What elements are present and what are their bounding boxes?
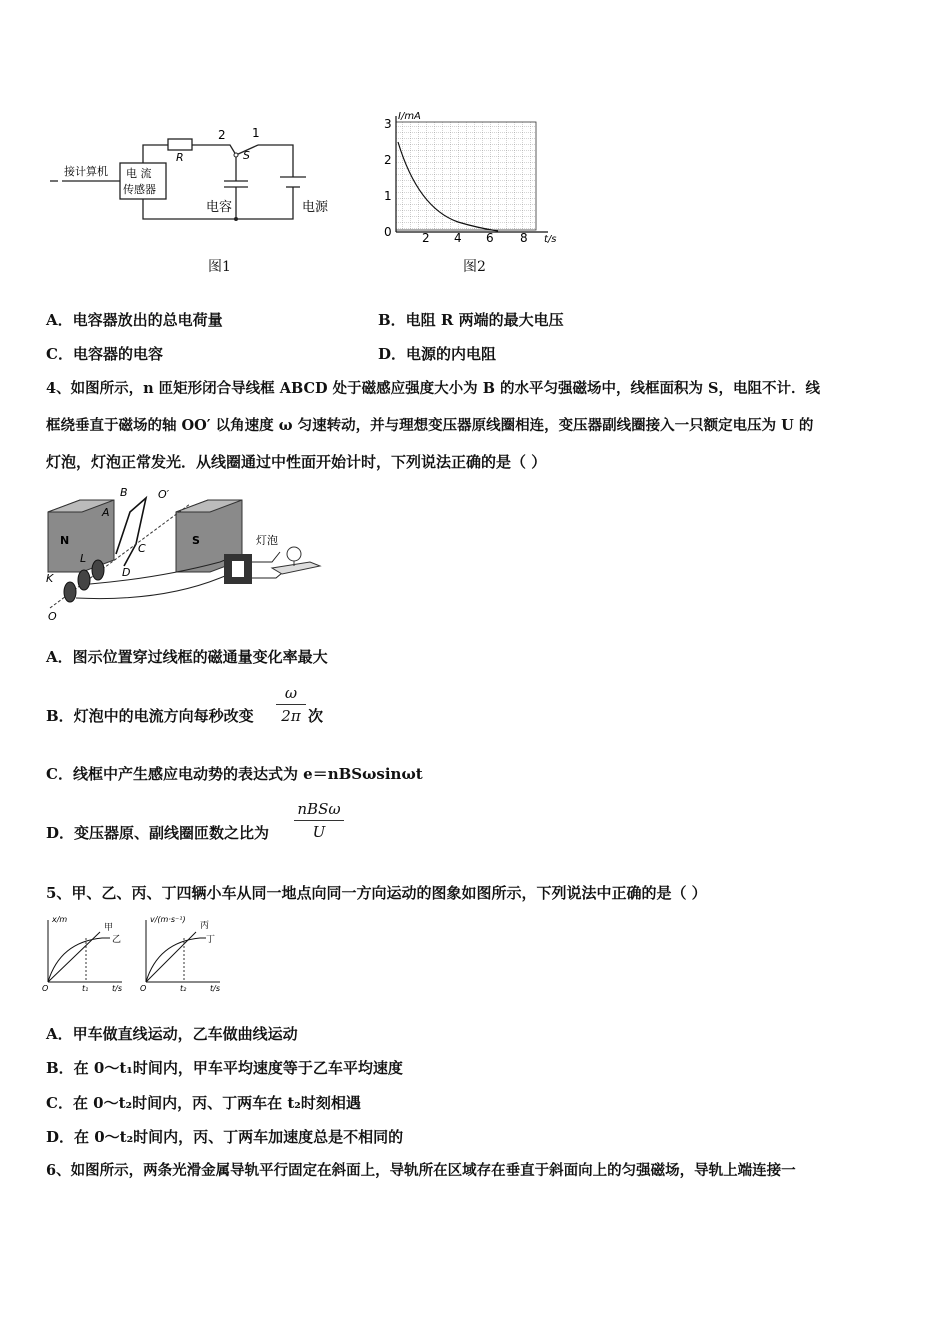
fraction-bar [276,704,306,705]
q4-label-C: C [138,542,146,555]
figure-1-caption: 图1 [208,259,231,275]
q4-option-d[interactable] [46,822,269,844]
fig1-sensor-label-1: 电 流 [126,167,152,180]
fig1-2-label: 2 [218,128,226,142]
q4-label-L: L [80,552,87,565]
fig1-R-label: R [176,151,184,164]
fraction-bar [294,820,344,821]
q4-generator-figure [40,482,340,624]
q5-stem: 5、甲、乙、丙、丁四辆小车从同一地点向同一方向运动的图象如图所示，下列说法中正确的是（ ） [46,884,707,902]
q5-option-b[interactable]: B．在 0～t₁时间内，甲车平均速度等于乙车平均速度 [46,1059,403,1077]
fig2-xtick-2: 2 [422,231,430,245]
fig1-sensor-label-2: 传感器 [123,183,156,196]
q5-option-d[interactable]: D．在 0～t₂时间内，丙、丁两车加速度总是不相同的 [46,1128,404,1146]
q4-option-d-fraction [294,800,344,841]
q5-g1-curve2: 乙 [112,935,122,945]
fig1-S-label: S [243,149,250,162]
fig2-xlabel: t/s [544,234,557,245]
q4-label-bulb: 灯泡 [256,534,278,547]
fig2-xtick-4: 4 [454,231,462,245]
figure-1-circuit [40,115,350,235]
q4-option-b-text: B．灯泡中的电流方向每秒改变 [46,707,254,725]
q4-option-b-denominator: 2π [281,707,301,725]
fig2-xtick-6: 6 [486,231,494,245]
q4-stem-line-2: 框绕垂直于磁场的轴 OO′ 以角速度 ω 匀速转动，并与理想变压器原线圈相连，变压器副线圈接入一只额定电压为 U 的 [46,417,814,434]
q5-g1-xlabel: t/s [112,984,122,993]
q5-option-a[interactable]: A．甲车做直线运动，乙车做曲线运动 [46,1025,298,1043]
fig2-ytick-0: 0 [384,225,392,239]
q4-option-b[interactable] [46,705,254,727]
q4-label-D: D [122,566,131,579]
figure-2-graph [378,108,568,248]
q4-option-d-text: D．变压器原、副线圈匝数之比为 [46,824,270,842]
fig2-ytick-2: 2 [384,153,392,167]
fig2-xtick-8: 8 [520,231,528,245]
q5-g1-ylabel: x/m [52,915,68,924]
q4-option-b-numerator: ω [284,684,298,702]
q5-g2-ylabel: v/(m·s⁻¹) [150,915,186,924]
q4-option-c[interactable]: C．线框中产生感应电动势的表达式为 e＝nBSωsinωt [46,765,423,783]
fig1-source-label: 电源 [302,200,329,215]
fig1-1-label: 1 [252,126,260,140]
q4-label-O2: O′ [158,488,170,501]
q5-graphs [40,912,230,994]
q3-option-d[interactable]: D．电源的内电阻 [378,345,497,363]
q5-g2-curve2: 丁 [206,935,216,945]
q5-g1-curve1: 甲 [104,923,114,933]
q5-g2-origin: O [140,984,147,993]
q4-option-a[interactable]: A．图示位置穿过线框的磁通量变化率最大 [46,648,328,666]
q4-label-B: B [120,486,128,499]
q4-option-d-numerator: nBSω [297,800,341,818]
q4-label-N: N [60,534,70,547]
q5-g2-curve1: 丙 [200,921,210,931]
fig1-computer-label: 接计算机 [64,165,108,178]
q3-option-c[interactable]: C．电容器的电容 [46,345,163,363]
q4-option-b-fraction [276,684,306,725]
q4-stem-line-1: 4、如图所示，n 匝矩形闭合导线框 ABCD 处于磁感应强度大小为 B 的水平匀强磁场中，线框面积为 S，电阻不计．线 [46,380,821,397]
q3-option-a[interactable]: A．电容器放出的总电荷量 [46,311,223,329]
q4-label-K: K [46,572,54,585]
q4-label-S: S [192,534,200,547]
q5-g1-origin: O [42,984,49,993]
q5-g2-t: t₂ [180,984,187,993]
q4-option-d-denominator: U [312,823,326,841]
q3-option-b[interactable]: B．电阻 R 两端的最大电压 [378,311,564,329]
q5-g1-t: t₁ [82,984,89,993]
fig2-ylabel: I/mA [398,111,421,122]
figure-2-caption: 图2 [463,259,486,275]
fig2-ytick-3: 3 [384,117,392,131]
q4-option-b-suffix: 次 [308,707,324,725]
q4-stem-line-3: 灯泡，灯泡正常发光．从线圈通过中性面开始计时，下列说法正确的是（ ） [46,453,547,471]
q4-label-A: A [102,506,110,519]
q5-g2-xlabel: t/s [210,984,220,993]
fig1-capacitor-label: 电容 [206,200,233,215]
fig2-ytick-1: 1 [384,189,392,203]
q5-option-c[interactable]: C．在 0～t₂时间内，丙、丁两车在 t₂时刻相遇 [46,1094,361,1112]
q4-label-O: O [48,610,57,623]
q6-stem: 6、如图所示，两条光滑金属导轨平行固定在斜面上，导轨所在区域存在垂直于斜面向上的匀强磁场，导轨上端连接一 [46,1162,796,1179]
